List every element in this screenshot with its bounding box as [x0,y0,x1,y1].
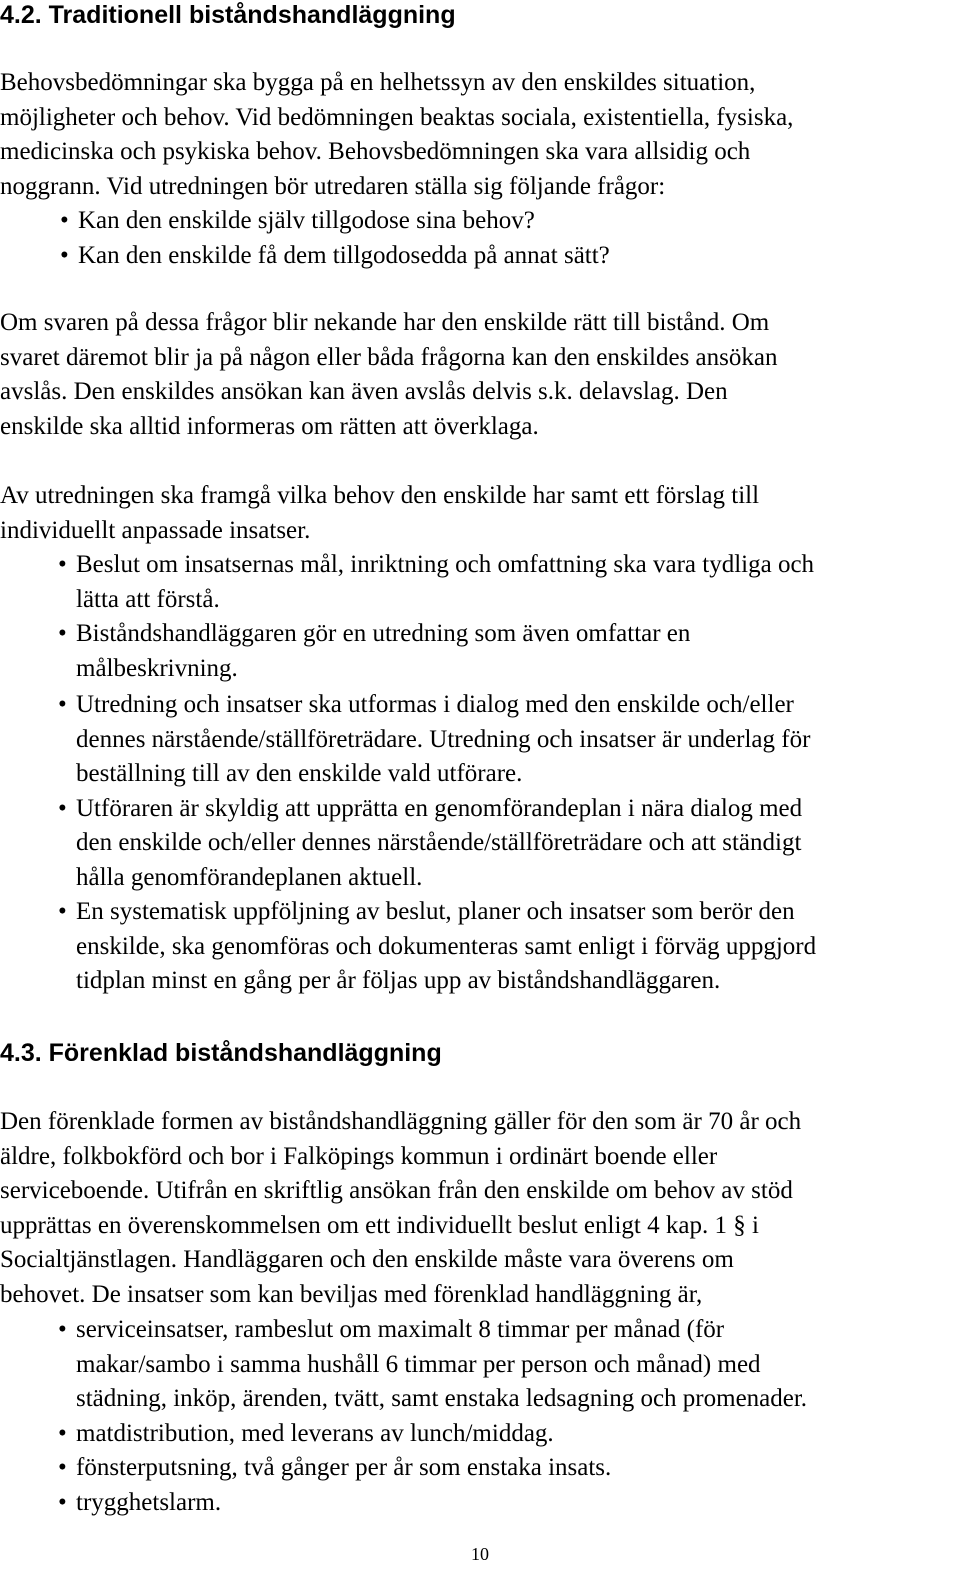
text-line: Socialtjänstlagen. Handläggaren och den enskilde måste vara överens om [0,1246,734,1273]
question-text: Kan den enskilde själv tillgodose sina behov? [78,207,535,234]
question-item [0,239,955,274]
list-item-text: trygghetslarm. [76,1488,222,1516]
list-item-text: matdistribution, med leverans av lunch/middag. [76,1419,554,1447]
question-text: Kan den enskilde få dem tillgodosedda på annat sätt? [78,241,610,269]
section-heading-4-3: 4.3. Förenklad biståndshandläggning [0,1039,442,1067]
text-line: behovet. De insatser som kan beviljas med förenklad handläggning är, [0,1280,703,1308]
list-item [0,548,955,617]
list-item [0,688,955,792]
list-item-text: Biståndshandläggaren gör en utredning som även omfattar en [76,620,691,647]
page-number: 10 [471,1544,489,1564]
list-item [0,1313,955,1417]
bullet-icon: • [58,551,67,578]
list-item [0,792,955,896]
bullet-icon: • [58,898,67,925]
question-item [0,204,955,239]
list-item-text: makar/sambo i samma hushåll 6 timmar per person och månad) med [76,1350,761,1378]
bullet-list-4-2 [0,548,955,999]
text-line: enskilde ska alltid informeras om rätten att överklaga. [0,412,539,440]
list-item-text: Utföraren är skyldig att upprätta en genomförandeplan i nära dialog med [76,794,803,822]
bullet-list-4-3 [0,1313,955,1520]
list-item-text: den enskilde och/eller dennes närstående/ställföreträdare och att ständigt [76,829,802,856]
paragraph-utredning [0,479,955,548]
text-line: medicinska och psykiska behov. Behovsbedömningen ska vara allsidig och [0,138,751,165]
text-line: Behovsbedömningar ska bygga på en helhetssyn av den enskildes situation, [0,69,756,96]
bullet-icon: • [58,1316,67,1343]
list-item-text: enskilde, ska genomföras och dokumenteras samt enligt i förväg uppgjord [76,932,817,960]
list-item-text: lätta att förstå. [76,585,220,613]
text-line: möjligheter och behov. Vid bedömningen beaktas sociala, existentiella, fysiska, [0,103,794,131]
list-item-text: Beslut om insatsernas mål, inriktning och omfattning ska vara tydliga och [76,551,815,578]
bullet-icon: • [58,794,67,822]
section-heading-4-2: 4.2. Traditionell biståndshandläggning [0,1,456,29]
bullet-icon: • [58,1454,67,1481]
list-item-text: städning, inköp, ärenden, tvätt, samt enstaka ledsagning och promenader. [76,1385,808,1412]
text-line: svaret däremot blir ja på någon eller båda frågorna kan den enskildes ansökan [0,343,778,371]
text-line: Den förenklade formen av biståndshandläggning gäller för den som är 70 år och [0,1108,802,1135]
list-item [0,617,955,686]
text-line: äldre, folkbokförd och bor i Falköpings kommun i ordinärt boende eller [0,1142,718,1170]
paragraph-forenklad [0,1105,955,1312]
text-line: upprättas en överenskommelsen om ett individuellt beslut enligt 4 kap. 1 § i [0,1211,759,1239]
list-item-text: fönsterputsning, två gånger per år som enstaka insats. [76,1454,612,1481]
list-item [0,1417,955,1452]
list-item-text: Utredning och insatser ska utformas i dialog med den enskilde och/eller [76,691,794,718]
text-line: avslås. Den enskildes ansökan kan även avslås delvis s.k. delavslag. Den [0,378,728,405]
list-item-text: serviceinsatser, rambeslut om maximalt 8 timmar per månad (för [76,1316,725,1343]
list-item-text: tidplan minst en gång per år följas upp av biståndshandläggaren. [76,967,721,994]
bullet-icon: • [60,241,69,269]
list-item-text: En systematisk uppföljning av beslut, planer och insatser som berör den [76,898,795,925]
list-item-text: målbeskrivning. [76,654,238,682]
text-line: Om svaren på dessa frågor blir nekande har den enskilde rätt till bistånd. Om [0,309,770,336]
text-line: individuellt anpassade insatser. [0,516,311,544]
text-line: Av utredningen ska framgå vilka behov den enskilde har samt ett förslag till [0,482,760,509]
bullet-icon: • [58,691,67,718]
bullet-icon: • [58,1488,67,1516]
text-line: noggrann. Vid utredningen bör utredaren ställa sig följande frågor: [0,172,666,200]
list-item-text: beställning till av den enskilde vald utförare. [76,760,523,787]
text-line: serviceboende. Utifrån en skriftlig ansökan från den enskilde om behov av stöd [0,1177,793,1204]
list-item-text: hålla genomförandeplanen aktuell. [76,863,423,891]
list-item [0,895,955,999]
list-item [0,1451,955,1486]
paragraph-behovsbedomning [0,66,955,273]
list-item-text: dennes närstående/ställföreträdare. Utredning och insatser är underlag för [76,725,811,753]
bullet-icon: • [58,1419,67,1447]
paragraph-bistand-avslag [0,306,955,444]
list-item [0,1486,955,1521]
bullet-icon: • [60,207,69,234]
bullet-icon: • [58,620,67,647]
